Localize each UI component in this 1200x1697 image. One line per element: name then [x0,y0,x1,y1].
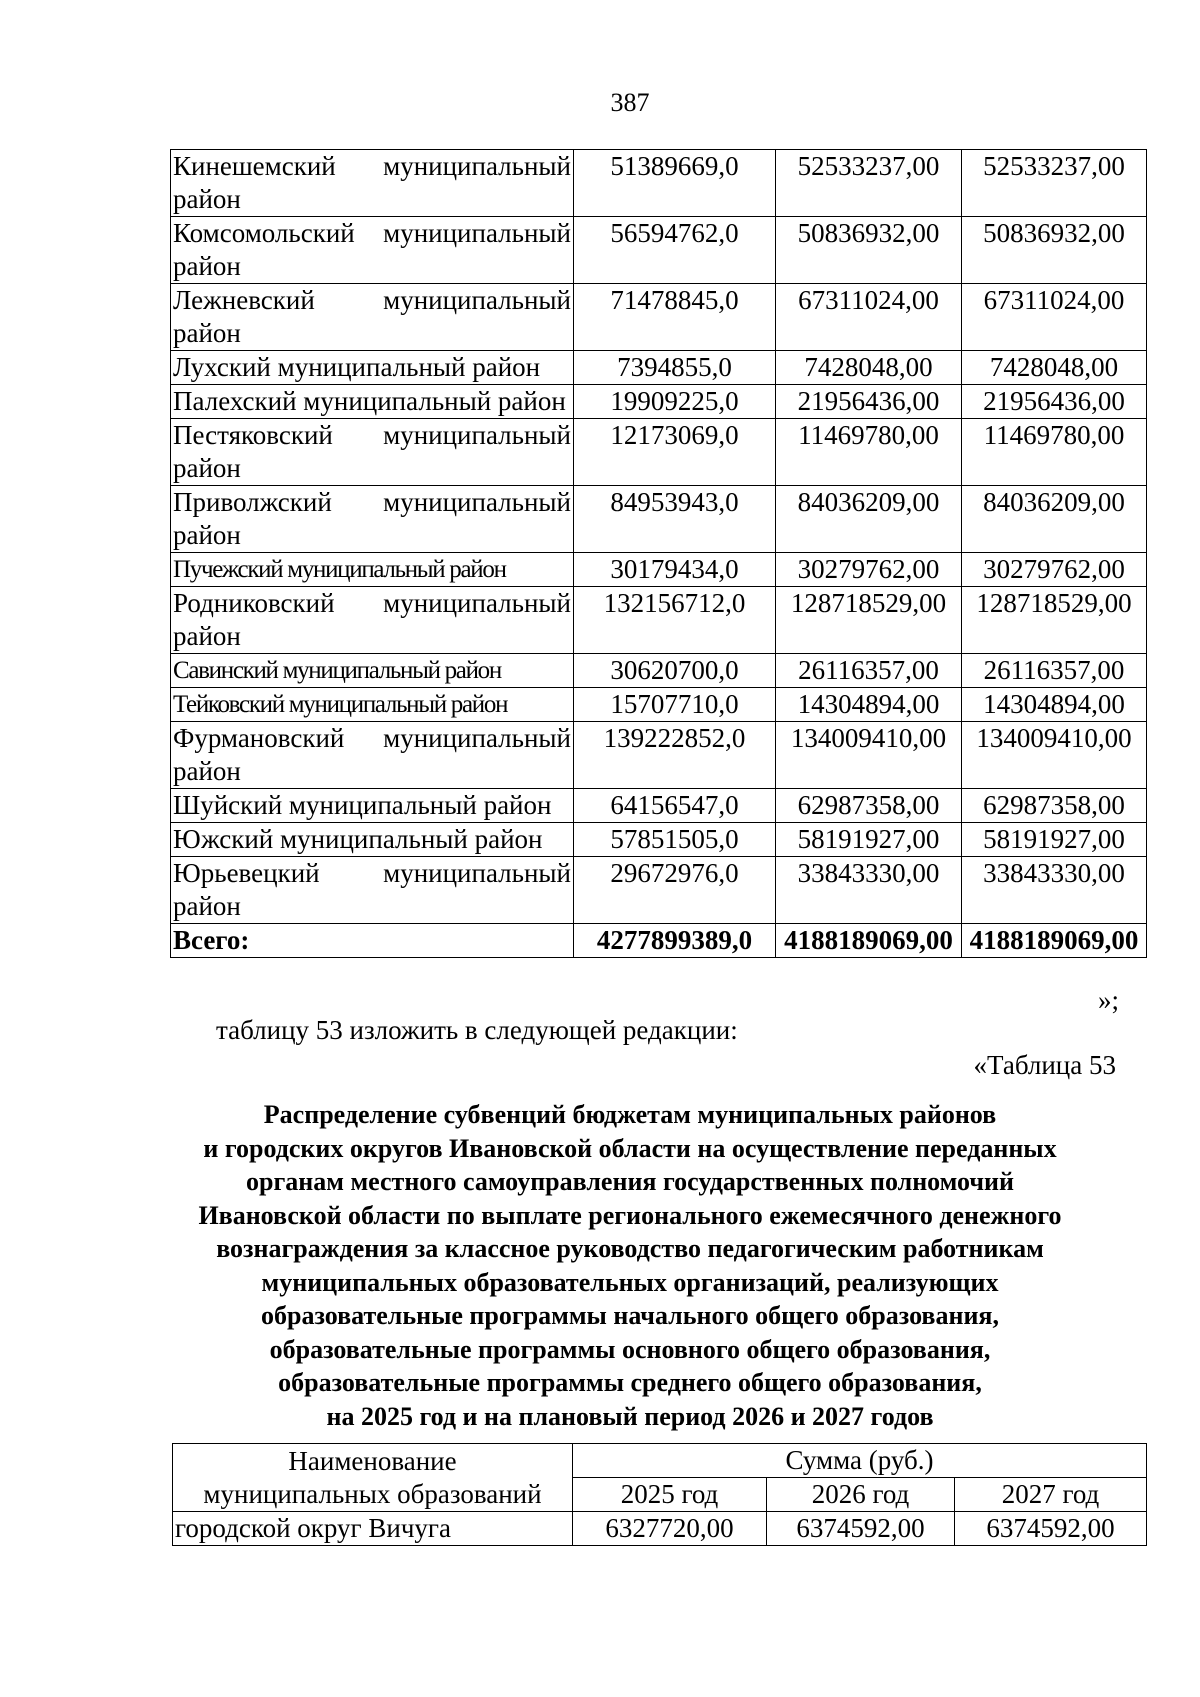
value-2025-cell: 12173069,0 [574,419,776,486]
value-2025-cell: 15707710,0 [574,688,776,722]
value-2027-cell: 134009410,00 [962,722,1147,789]
heading-line: и городских округов Ивановской области на осуществление переданных [203,1133,1057,1163]
value-2026-cell: 58191927,00 [776,823,962,857]
total-2027-cell: 4188189069,00 [962,924,1147,958]
value-2026-cell: 21956436,00 [776,385,962,419]
value-2026-cell: 7428048,00 [776,351,962,385]
total-label-cell: Всего: [171,924,574,958]
header-name-line1: Наименование [288,1445,457,1476]
value-2025-cell: 7394855,0 [574,351,776,385]
value-2027-cell: 21956436,00 [962,385,1147,419]
value-2025-cell: 6327720,00 [573,1512,767,1546]
closing-quote: »; [1098,985,1120,1015]
header-year-2027: 2027 год [955,1478,1147,1512]
subventions-table [172,1443,1147,1546]
value-2027-cell: 14304894,00 [962,688,1147,722]
value-2026-cell: 62987358,00 [776,789,962,823]
value-2027-cell: 67311024,00 [962,284,1147,351]
heading-line: Ивановской области по выплате регионального ежемесячного денежного [198,1200,1062,1230]
district-name-cell: Палехский муниципальный район [171,385,574,419]
value-2025-cell: 64156547,0 [574,789,776,823]
districts-table [170,149,1147,958]
value-2027-cell: 52533237,00 [962,150,1147,217]
header-name-line2: муниципальных образований [203,1478,542,1509]
district-name-cell: Лежневский муниципальный район [171,284,574,351]
table-row [171,217,1147,284]
value-2026-cell: 67311024,00 [776,284,962,351]
instruction-text: таблицу 53 изложить в следующей редакции: [216,1015,738,1045]
heading-line: Распределение субвенций бюджетам муниципальных районов [263,1100,997,1129]
value-2025-cell: 30179434,0 [574,553,776,587]
district-name-cell: Фурмановский муниципальный район [171,722,574,789]
value-2025-cell: 84953943,0 [574,486,776,553]
header-sum-cell: Сумма (руб.) [573,1444,1147,1478]
district-name-cell: Пестяковский муниципальный район [171,419,574,486]
table-heading [160,1098,1100,1433]
value-2025-cell: 29672976,0 [574,857,776,924]
value-2025-cell: 139222852,0 [574,722,776,789]
heading-line: органам местного самоуправления государственных полномочий [245,1167,1014,1196]
table-row [171,823,1147,857]
value-2027-cell: 128718529,00 [962,587,1147,654]
district-name-cell: Шуйский муниципальный район [171,789,574,823]
header-name-cell [173,1444,573,1512]
district-name-cell: Комсомольский муниципальный район [171,217,574,284]
value-2027-cell: 30279762,00 [962,553,1147,587]
municipality-name-cell: городской округ Вичуга [173,1512,573,1546]
total-2025-cell: 4277899389,0 [574,924,776,958]
value-2026-cell: 6374592,00 [767,1512,955,1546]
district-name-cell: Лухский муниципальный район [171,351,574,385]
value-2026-cell: 128718529,00 [776,587,962,654]
value-2025-cell: 57851505,0 [574,823,776,857]
district-name-cell: Пучежский муниципальный район [171,553,574,587]
value-2025-cell: 19909225,0 [574,385,776,419]
value-2026-cell: 14304894,00 [776,688,962,722]
value-2026-cell: 26116357,00 [776,654,962,688]
header-row [173,1444,1147,1478]
value-2027-cell: 50836932,00 [962,217,1147,284]
table-row [171,789,1147,823]
value-2027-cell: 7428048,00 [962,351,1147,385]
district-name-cell: Родниковский муниципальный район [171,587,574,654]
table-row [171,587,1147,654]
table-label: «Таблица 53 [973,1050,1116,1080]
heading-line: вознаграждения за классное руководство педагогическим работникам [216,1234,1044,1263]
value-2027-cell: 26116357,00 [962,654,1147,688]
value-2027-cell: 84036209,00 [962,486,1147,553]
value-2026-cell: 33843330,00 [776,857,962,924]
table-row [171,688,1147,722]
value-2025-cell: 71478845,0 [574,284,776,351]
header-year-2026: 2026 год [767,1478,955,1512]
value-2027-cell: 62987358,00 [962,789,1147,823]
table-row [171,385,1147,419]
value-2027-cell: 33843330,00 [962,857,1147,924]
value-2025-cell: 30620700,0 [574,654,776,688]
total-2026-cell: 4188189069,00 [776,924,962,958]
table-row [171,419,1147,486]
page-number: 387 [610,88,650,117]
value-2027-cell: 6374592,00 [955,1512,1147,1546]
district-name-cell: Савинский муниципальный район [171,654,574,688]
value-2026-cell: 30279762,00 [776,553,962,587]
district-name-cell: Южский муниципальный район [171,823,574,857]
value-2025-cell: 51389669,0 [574,150,776,217]
heading-line: образовательные программы среднего общего образования, [278,1368,982,1397]
table-row [171,654,1147,688]
value-2026-cell: 134009410,00 [776,722,962,789]
table-row [171,150,1147,217]
district-name-cell: Кинешемский муниципальный район [171,150,574,217]
heading-line: образовательные программы начального общего образования, [260,1301,999,1330]
total-row [171,924,1147,958]
value-2026-cell: 84036209,00 [776,486,962,553]
value-2026-cell: 50836932,00 [776,217,962,284]
value-2026-cell: 11469780,00 [776,419,962,486]
table-row [171,486,1147,553]
heading-line: муниципальных образовательных организаций, реализующих [261,1267,999,1297]
value-2025-cell: 132156712,0 [574,587,776,654]
table-row [171,553,1147,587]
header-year-2025: 2025 год [573,1478,767,1512]
value-2026-cell: 52533237,00 [776,150,962,217]
value-2027-cell: 58191927,00 [962,823,1147,857]
heading-line: на 2025 год и на плановый период 2026 и 2027 годов [326,1401,934,1431]
table-row [173,1512,1147,1546]
table-row [171,722,1147,789]
table-row [171,857,1147,924]
value-2027-cell: 11469780,00 [962,419,1147,486]
value-2025-cell: 56594762,0 [574,217,776,284]
district-name-cell: Приволжский муниципальный район [171,486,574,553]
table-row [171,284,1147,351]
district-name-cell: Юрьевецкий муниципальный район [171,857,574,924]
heading-line: образовательные программы основного общего образования, [269,1334,991,1364]
district-name-cell: Тейковский муниципальный район [171,688,574,722]
table-row [171,351,1147,385]
